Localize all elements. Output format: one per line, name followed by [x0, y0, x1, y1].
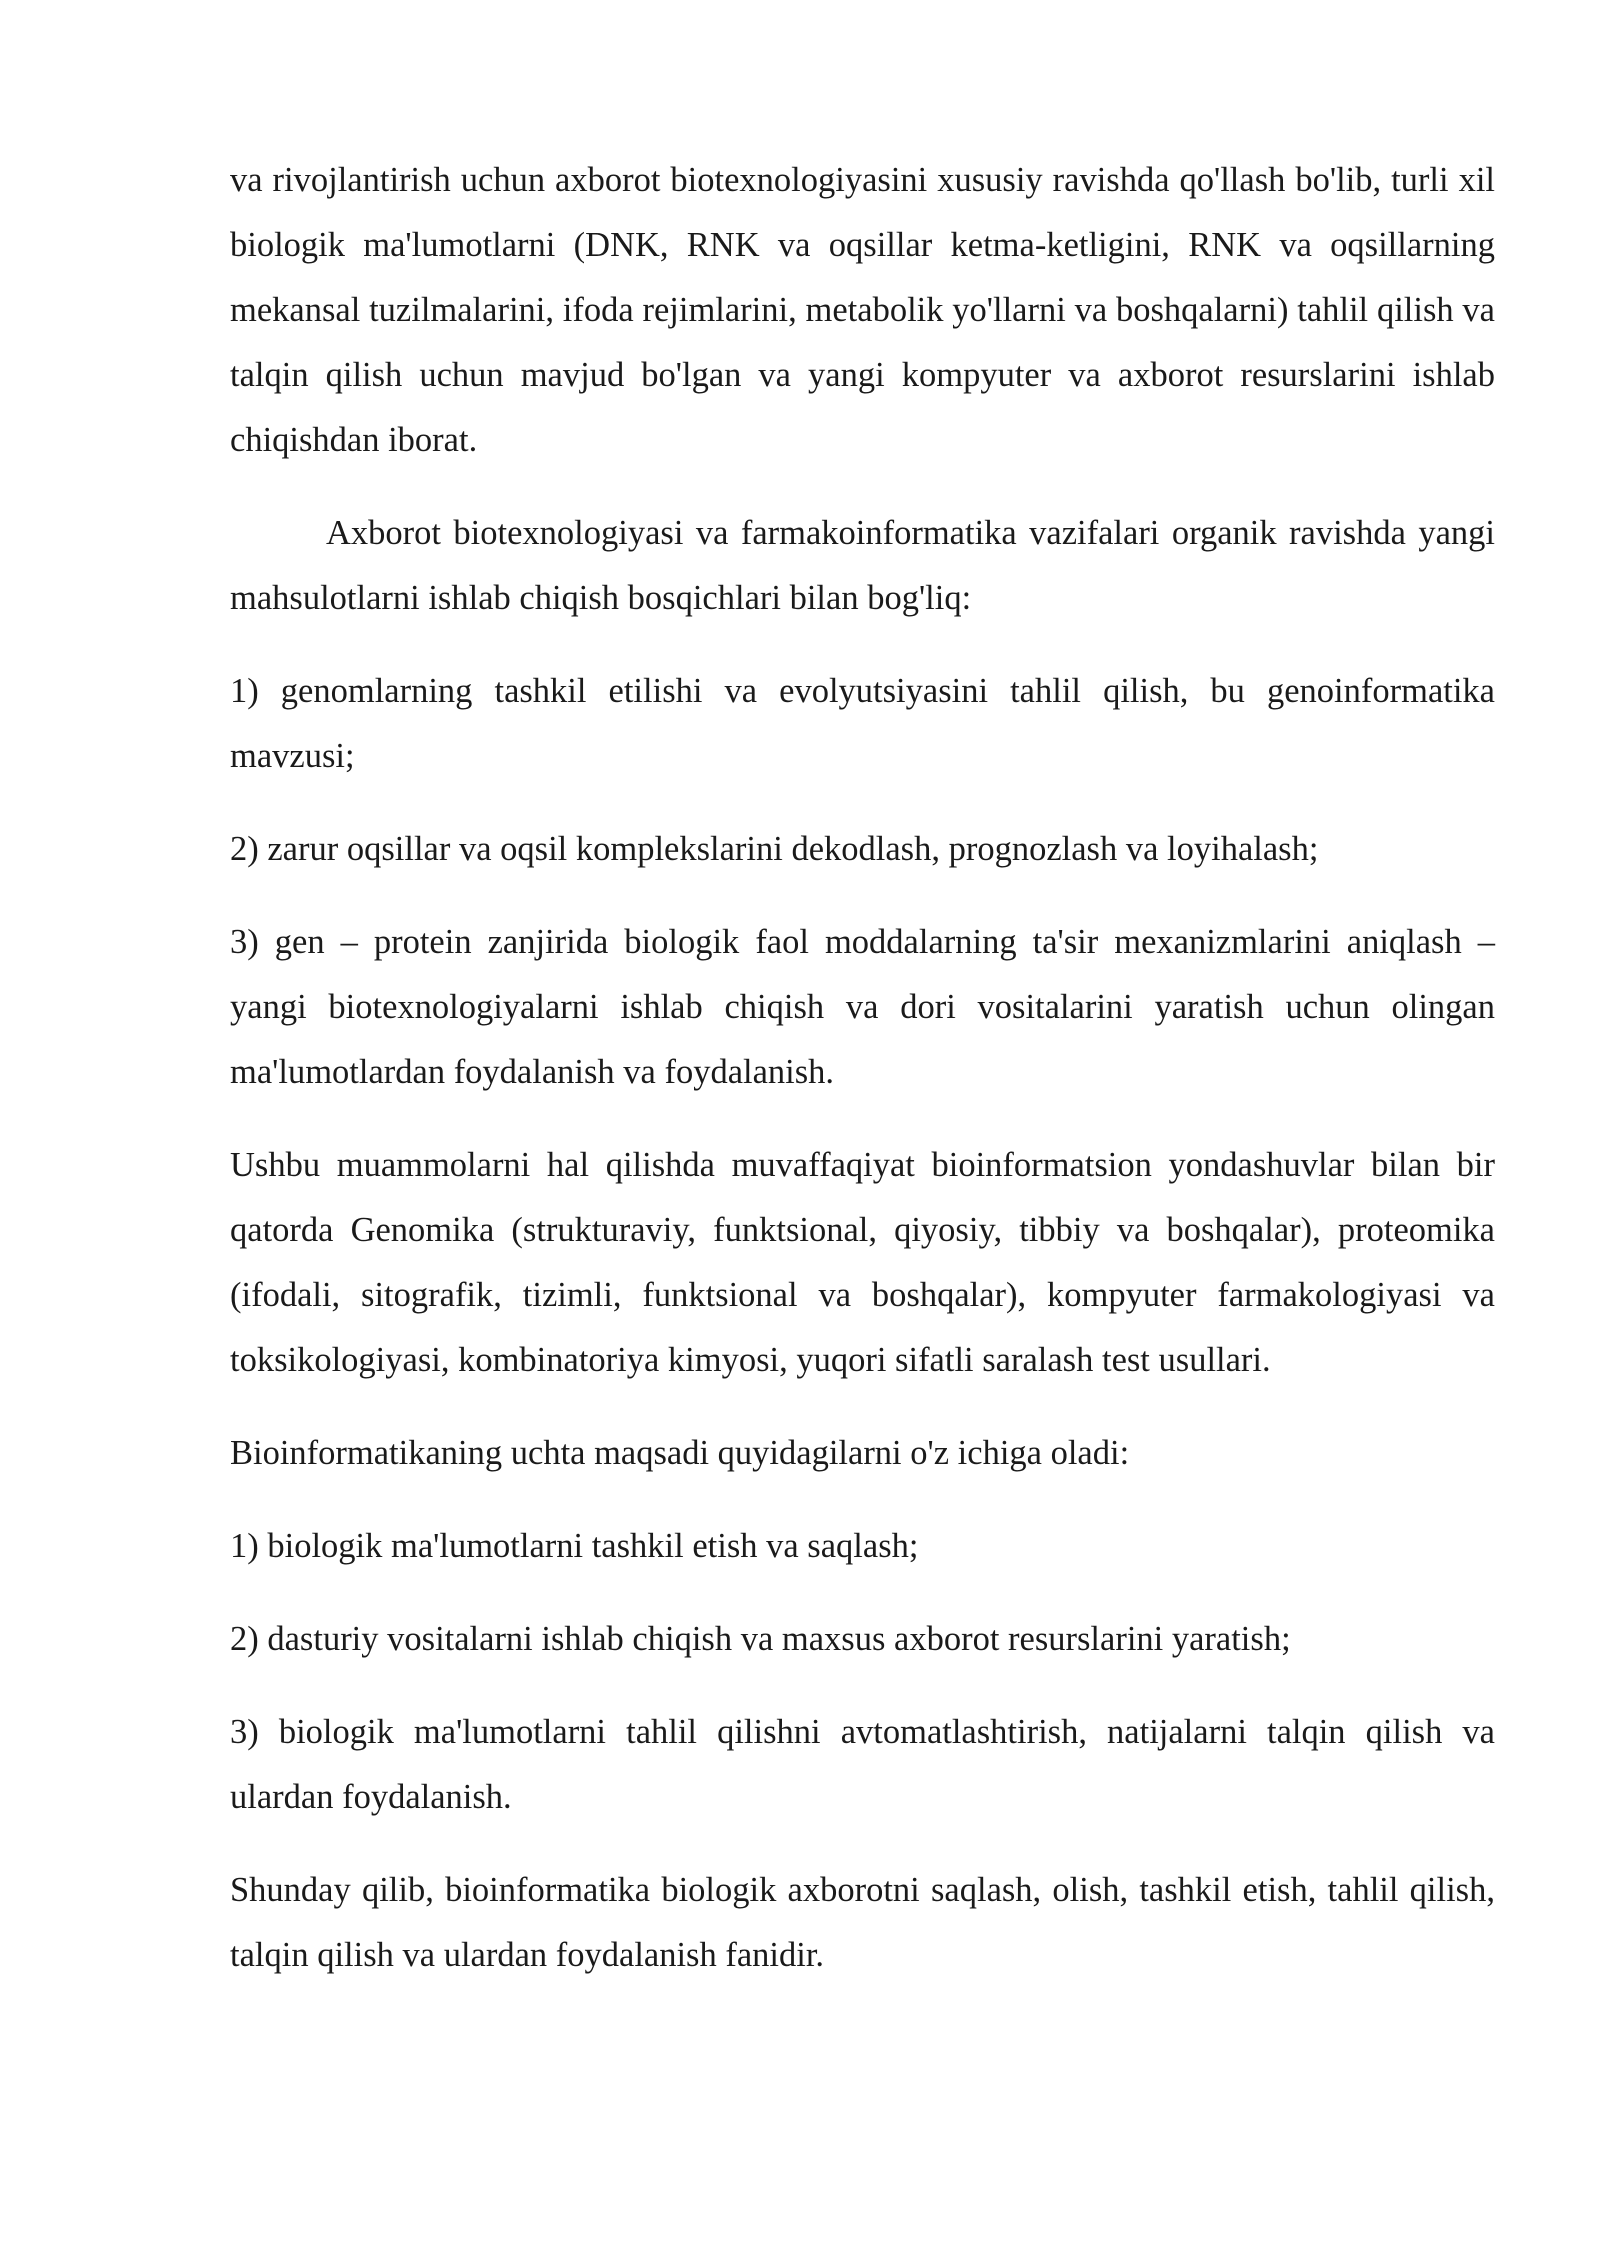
list-item-tasks-2: 2) zarur oqsillar va oqsil komplekslarini dekodlash, prognozlash va loyihalash;: [230, 830, 1319, 868]
document-body: [230, 148, 1495, 2016]
list-item-goals-1: 1) biologik ma'lumotlarni tashkil etish va saqlash;: [230, 1527, 919, 1565]
paragraph-goals-intro: Bioinformatikaning uchta maqsadi quyidagilarni o'z ichiga oladi:: [230, 1434, 1130, 1472]
list-item-tasks-3: 3) gen – protein zanjirida biologik faol moddalarning ta'sir mexanizmlarini aniqlash – yangi biotexnologiyalarni ishlab chiqish va dori vositalarini yaratish uchun olingan ma'lumotlardan foydalanish va foydalanish.: [230, 923, 1495, 1091]
paragraph-conclusion: Shunday qilib, bioinformatika biologik axborotni saqlash, olish, tashkil etish, tahlil qilish, talqin qilish va ulardan foydalanish fanidir.: [230, 1871, 1495, 1974]
paragraph-definition-continued: va rivojlantirish uchun axborot biotexnologiyasini xususiy ravishda qo'llash bo'lib, turli xil biologik ma'lumotlarni (DNK, RNK va oqsillar ketma-ketligini, RNK va oqsillarning mekansal tuzilmalarini, ifoda rejimlarini, metabolik yo'llarni va boshqalarni) tahlil qilish va talqin qilish uchun mavjud bo'lgan va yangi kompyuter va axborot resurslarini ishlab chiqishdan iborat.: [230, 161, 1495, 459]
list-item-goals-2: 2) dasturiy vositalarni ishlab chiqish va maxsus axborot resurslarini yaratish;: [230, 1620, 1291, 1658]
paragraph-success-approaches: Ushbu muammolarni hal qilishda muvaffaqiyat bioinformatsion yondashuvlar bilan bir qatorda Genomika (strukturaviy, funktsional, qiyosiy, tibbiy va boshqalar), proteomika (ifodali, sitografik, tizimli, funktsional va boshqalar), kompyuter farmakologiyasi va toksikologiyasi, kombinatoriya kimyosi, yuqori sifatli saralash test usullari.: [230, 1146, 1495, 1379]
list-item-goals-3: 3) biologik ma'lumotlarni tahlil qilishni avtomatlashtirish, natijalarni talqin qilish va ulardan foydalanish.: [230, 1713, 1495, 1816]
list-item-tasks-1: 1) genomlarning tashkil etilishi va evolyutsiyasini tahlil qilish, bu genoinformatika mavzusi;: [230, 672, 1495, 775]
paragraph-tasks-intro: Axborot biotexnologiyasi va farmakoinformatika vazifalari organik ravishda yangi mahsulotlarni ishlab chiqish bosqichlari bilan bog'liq:: [230, 514, 1495, 617]
